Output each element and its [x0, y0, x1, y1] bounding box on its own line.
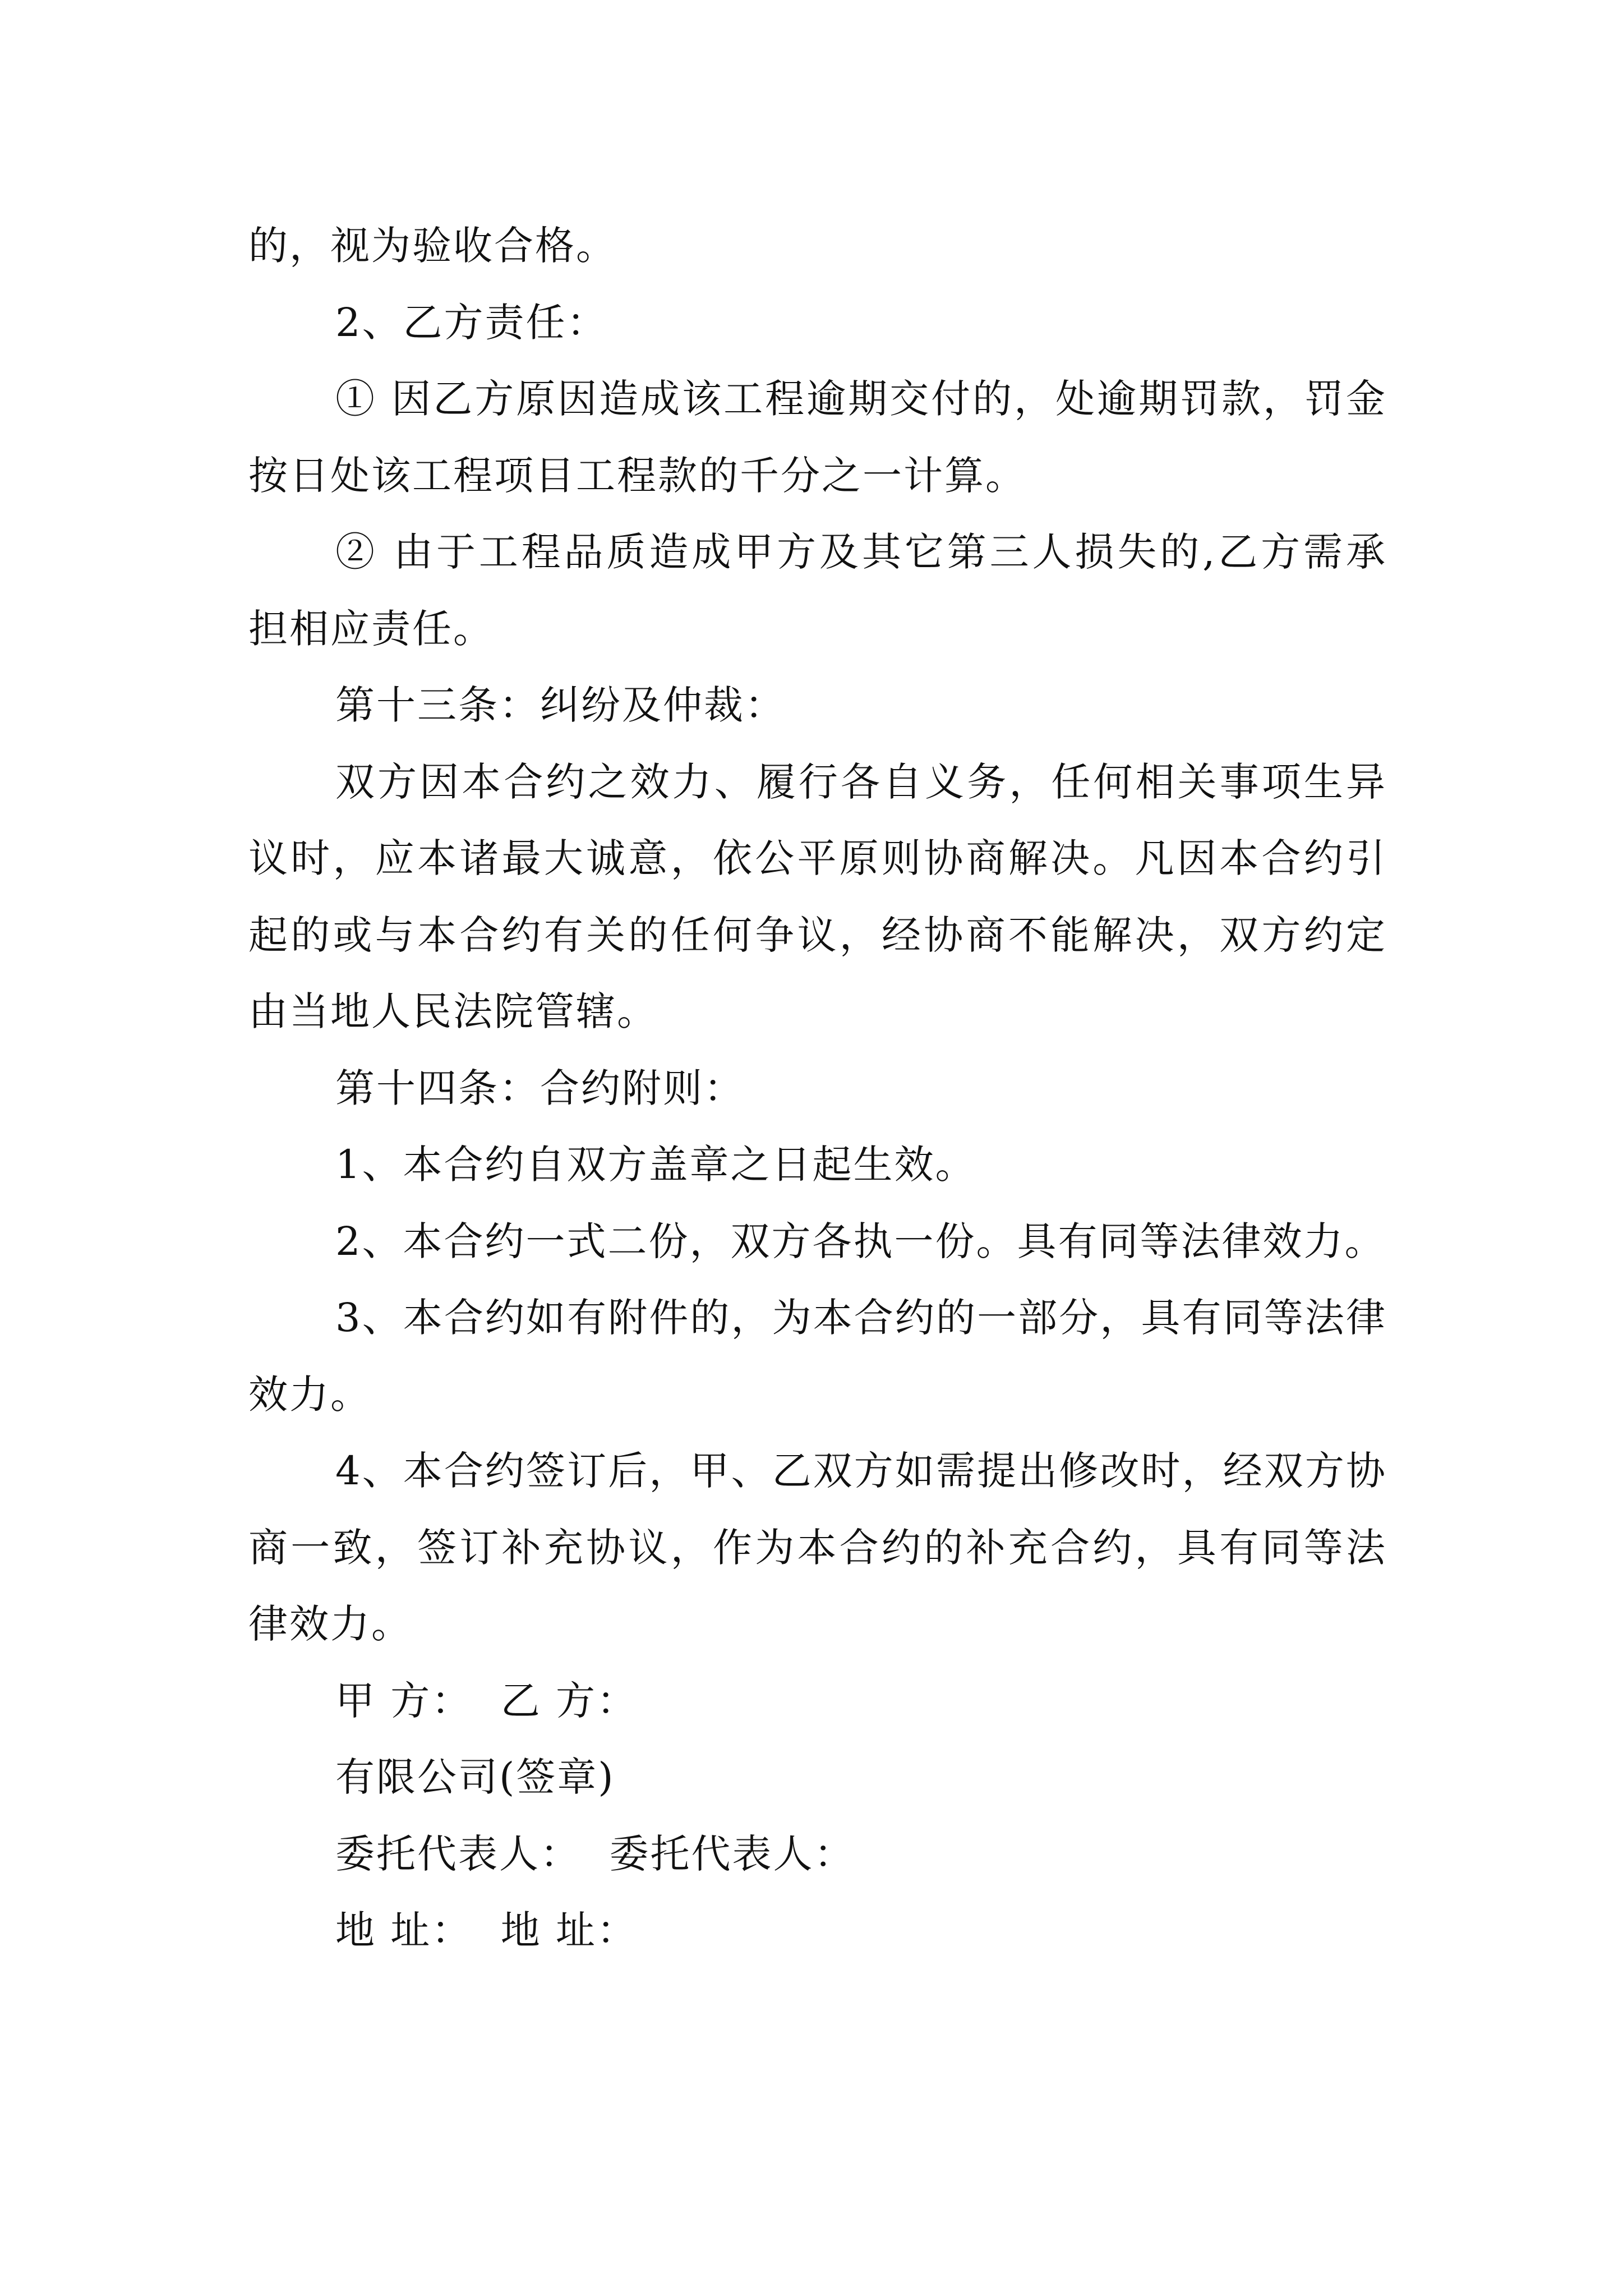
article-14-item-3: 3、本合约如有附件的，为本合约的一部分，具有同等法律效力。 [248, 1295, 1387, 1418]
signature-addresses: 地 址： 地 址： [335, 1907, 638, 1953]
signature-parties: 甲 方： 乙 方： [335, 1677, 638, 1724]
clause-item-1: ① 因乙方原因造成该工程逾期交付的，处逾期罚款，罚金按日处该工程项目工程款的千分之一计算。 [248, 376, 1387, 499]
article-13-body: 双方因本合约之效力、履行各自义务，任何相关事项生异议时，应本诸最大诚意，依公平原则协商解决。凡因本合约引起的或与本合约有关的任何争议，经协商不能解决，双方约定由当地人民法院管辖。 [248, 758, 1387, 1034]
article-14-item-1: 1、本合约自双方盖章之日起生效。 [335, 1142, 976, 1188]
article-14-heading: 第十四条：合约附则： [335, 1065, 745, 1111]
clause-item-2: ② 由于工程品质造成甲方及其它第三人损失的,乙方需承担相应责任。 [248, 529, 1387, 652]
signature-company: 有限公司(签章) [335, 1754, 615, 1800]
paragraph-continuation: 的，视为验收合格。 [248, 223, 617, 269]
document-body [248, 208, 1387, 1969]
signature-representatives: 委托代表人： 委托代表人： [335, 1830, 855, 1877]
article-14-item-2: 2、本合约一式二份，双方各执一份。具有同等法律效力。 [335, 1218, 1386, 1264]
article-13-heading: 第十三条：纠纷及仲裁： [335, 682, 786, 728]
clause-party-b-responsibility: 2、乙方责任： [335, 299, 608, 346]
article-14-item-4: 4、本合约签订后，甲、乙双方如需提出修改时，经双方协商一致，签订补充协议，作为本合约的补充合约，具有同等法律效力。 [248, 1448, 1387, 1647]
